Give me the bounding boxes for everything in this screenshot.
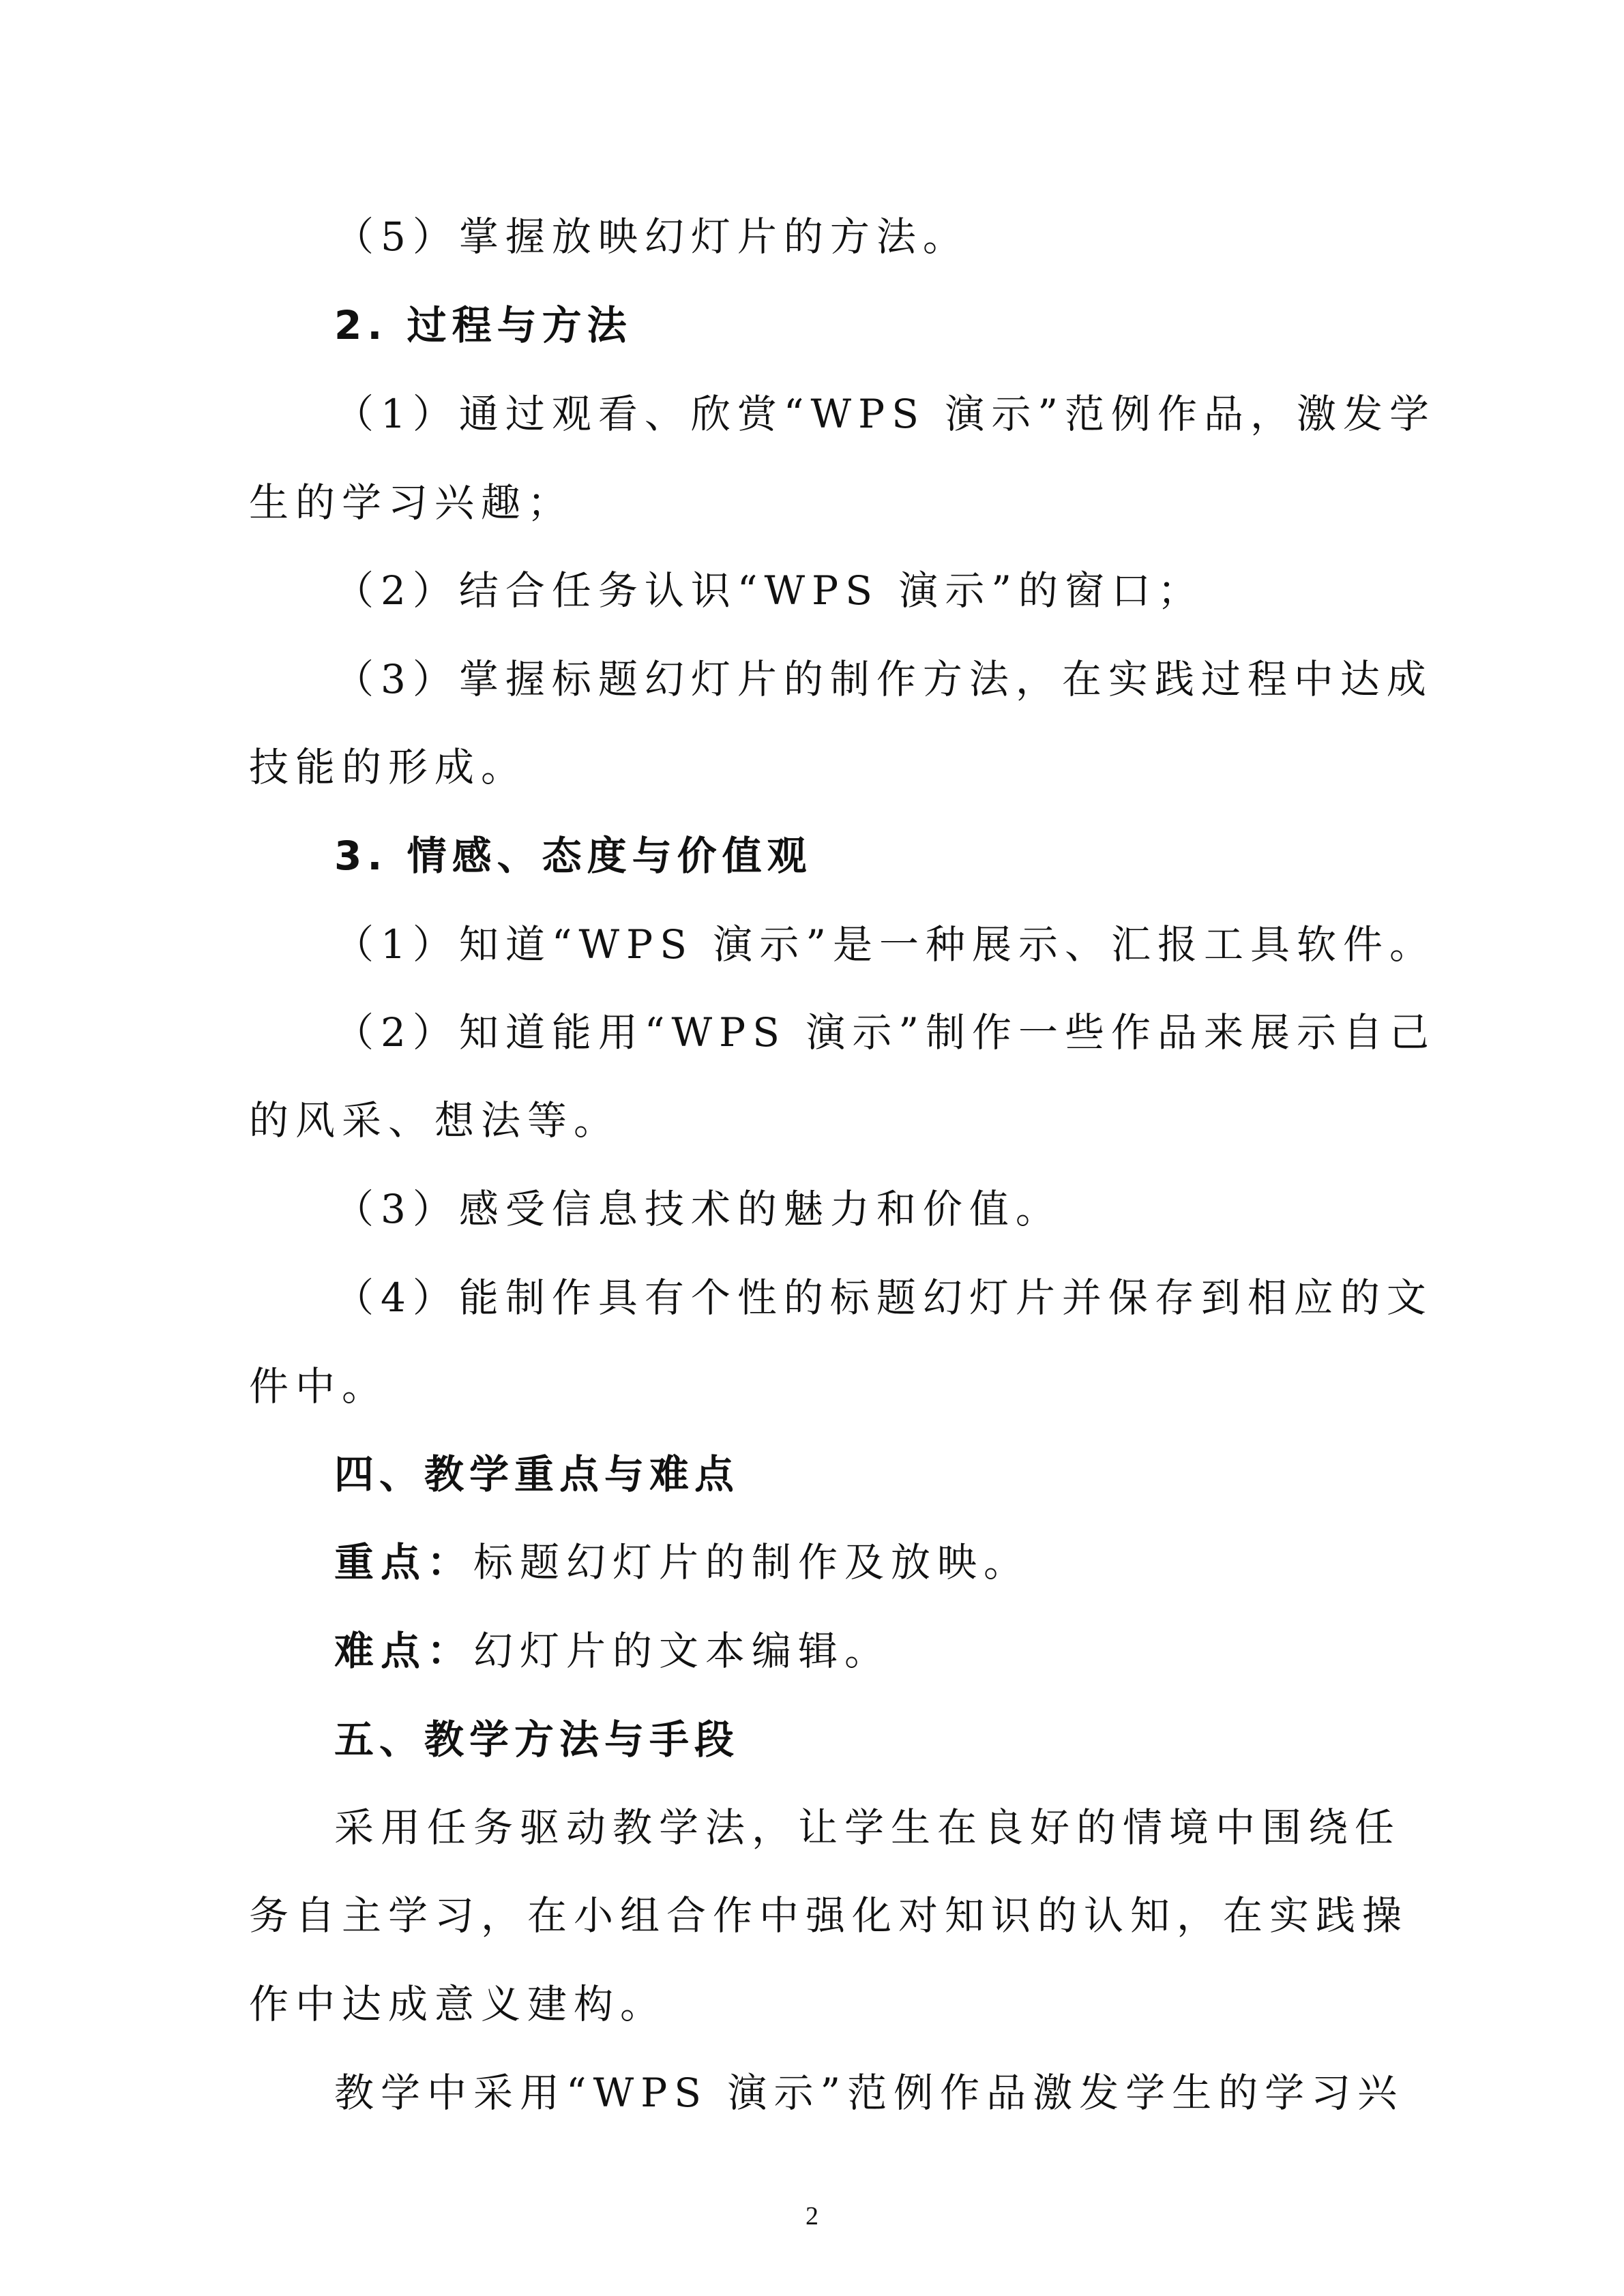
key-point-text: 标题幻灯片的制作及放映。 (473, 1539, 1031, 1585)
process-item-1-continued: 生的学习兴趣； (249, 479, 574, 526)
difficult-point-line (0, 1628, 1624, 1674)
page-number: 2 (806, 2202, 818, 2231)
emotion-item-3: （3）感受信息技术的魅力和价值。 (334, 1186, 1062, 1232)
difficult-point-text: 幻灯片的文本编辑。 (473, 1628, 891, 1674)
key-point-label: 重点： (334, 1539, 474, 1585)
emotion-item-4-continued: 件中。 (249, 1363, 389, 1410)
process-item-3-continued: 技能的形成。 (249, 744, 528, 790)
method-paragraph-1-line-1: 采用任务驱动教学法，让学生在良好的情境中围绕任 (334, 1804, 1402, 1851)
method-paragraph-1-line-3: 作中达成意义建构。 (249, 1981, 667, 2027)
emotion-item-1: （1）知道“WPS 演示”是一种展示、汇报工具软件。 (334, 921, 1436, 968)
process-item-2: （2）结合任务认识“WPS 演示”的窗口； (334, 567, 1205, 614)
emotion-item-2-continued: 的风采、想法等。 (249, 1097, 621, 1144)
section-heading-teaching-methods: 五、教学方法与手段 (334, 1716, 740, 1763)
method-paragraph-1-line-2: 务自主学习，在小组合作中强化对知识的认知，在实践操 (249, 1892, 1409, 1939)
difficult-point-label: 难点： (334, 1628, 474, 1674)
objective-item-5: （5）掌握放映幻灯片的方法。 (334, 213, 969, 260)
section-heading-key-difficult-points: 四、教学重点与难点 (334, 1451, 740, 1497)
method-paragraph-2-line-1: 教学中采用“WPS 演示”范例作品激发学生的学习兴 (334, 2070, 1404, 2116)
emotion-item-2: （2）知道能用“WPS 演示”制作一些作品来展示自己 (334, 1009, 1436, 1056)
process-item-3: （3）掌握标题幻灯片的制作方法，在实践过程中达成 (334, 656, 1433, 702)
key-point-line (0, 1539, 1624, 1585)
process-item-1: （1）通过观看、欣赏“WPS 演示”范例作品，激发学 (334, 391, 1436, 437)
section-heading-process-method: 2. 过程与方法 (334, 302, 632, 348)
section-heading-emotion-attitude: 3. 情感、态度与价值观 (334, 833, 812, 879)
emotion-item-4: （4）能制作具有个性的标题幻灯片并保存到相应的文 (334, 1274, 1433, 1321)
